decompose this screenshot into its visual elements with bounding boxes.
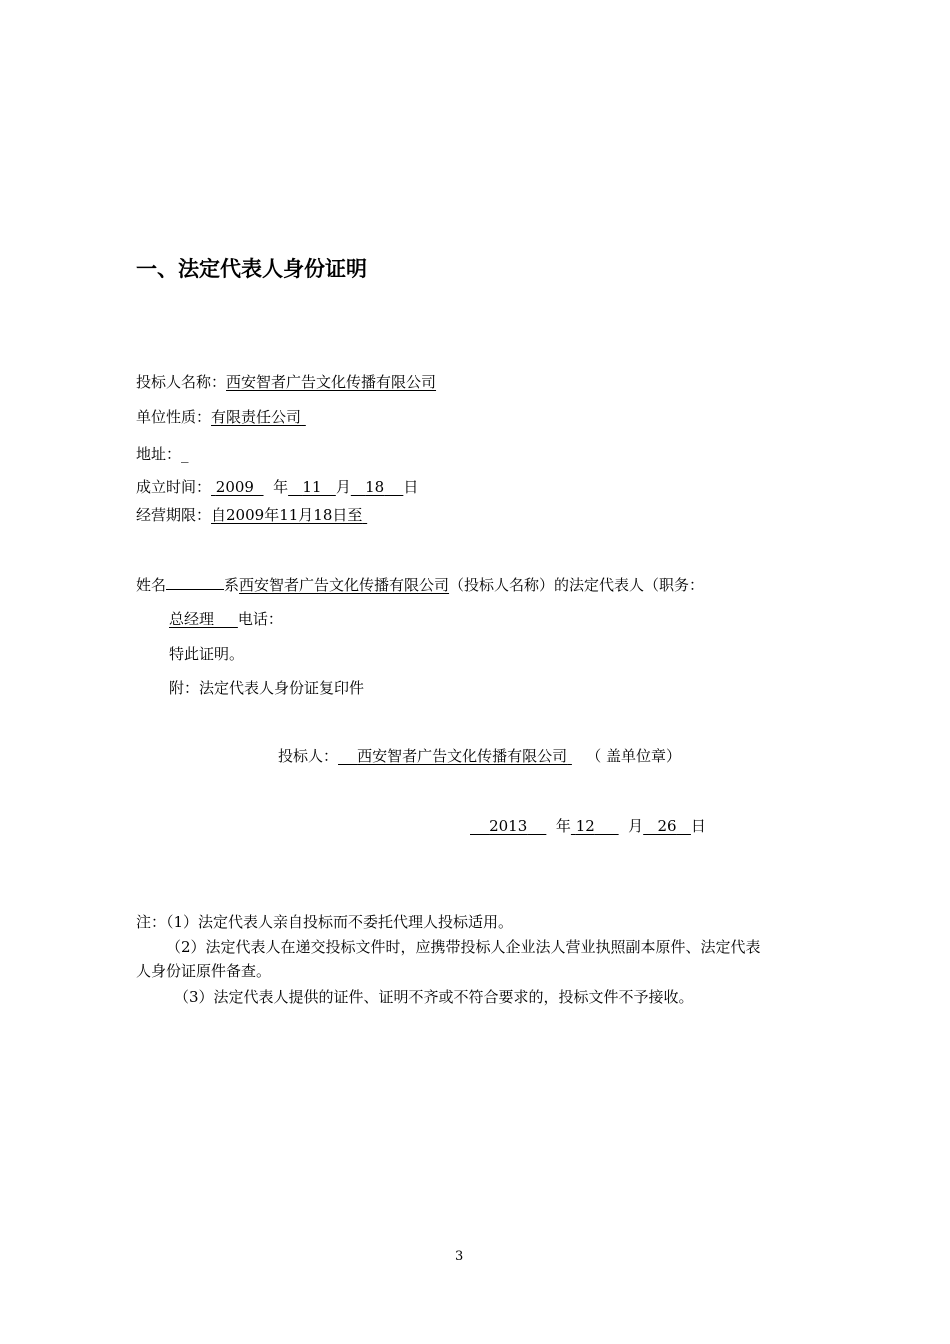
statement-tail: （投标人名称）的法定代表人（职务： xyxy=(449,576,705,594)
seal-text: （ 盖单位章） xyxy=(586,747,681,765)
page-number: 3 xyxy=(455,1249,464,1264)
name-blank xyxy=(166,574,224,590)
signature-day-char: 日 xyxy=(690,817,706,835)
established-row xyxy=(136,477,418,497)
signature-row xyxy=(278,746,681,766)
established-year: 2009 xyxy=(215,478,254,496)
signature-bidder-label: 投标人： xyxy=(278,747,339,765)
statement-company: 西安智者广告文化传播有限公司 xyxy=(239,576,450,594)
position-value: 总经理 xyxy=(169,610,215,628)
is-char: 系 xyxy=(224,576,240,594)
note-line-1: 注：（1）法定代表人亲自投标而不委托代理人投标适用。 xyxy=(136,913,514,931)
business-term-label: 经营期限： xyxy=(136,506,212,524)
year-char: 年 xyxy=(273,478,289,496)
address-label: 地址： xyxy=(136,445,182,463)
bidder-name-value: 西安智者广告文化传播有限公司 xyxy=(226,373,437,391)
phone-label: 电话： xyxy=(237,610,283,628)
position-row xyxy=(169,609,283,629)
unit-nature-label: 单位性质： xyxy=(136,408,212,426)
signature-date-row xyxy=(470,816,706,836)
note-line-2a: （2）法定代表人在递交投标文件时，应携带投标人企业法人营业执照副本原件、法定代表 xyxy=(166,938,761,956)
month-char: 月 xyxy=(335,478,351,496)
statement-line xyxy=(136,574,704,595)
bidder-name-row xyxy=(136,372,436,392)
established-label: 成立时间： xyxy=(136,478,212,496)
signature-month: 12 xyxy=(575,817,595,835)
note-line-2b: 人身份证原件备查。 xyxy=(136,962,272,980)
certify-text: 特此证明。 xyxy=(169,645,245,663)
signature-year: 2013 xyxy=(489,817,528,835)
bidder-name-label: 投标人名称： xyxy=(136,373,227,391)
attachment-text: 附：法定代表人身份证复印件 xyxy=(169,679,365,697)
unit-nature-row xyxy=(136,407,306,427)
business-term-row xyxy=(136,505,367,525)
note-line-3: （3）法定代表人提供的证件、证明不齐或不符合要求的，投标文件不予接收。 xyxy=(174,988,694,1006)
business-term-value: 自2009年11月18日至 xyxy=(211,506,363,524)
address-value: _ xyxy=(181,445,189,463)
day-char: 日 xyxy=(403,478,419,496)
unit-nature-value: 有限责任公司 xyxy=(211,408,302,426)
page-title: 一、法定代表人身份证明 xyxy=(136,257,367,281)
signature-day: 26 xyxy=(657,817,677,835)
name-label: 姓名 xyxy=(136,576,167,594)
signature-year-char: 年 xyxy=(555,817,571,835)
signature-month-char: 月 xyxy=(628,817,644,835)
established-day: 18 xyxy=(365,478,385,496)
signature-bidder-value: 西安智者广告文化传播有限公司 xyxy=(357,747,568,765)
established-month: 11 xyxy=(302,478,322,496)
address-row xyxy=(136,444,189,464)
